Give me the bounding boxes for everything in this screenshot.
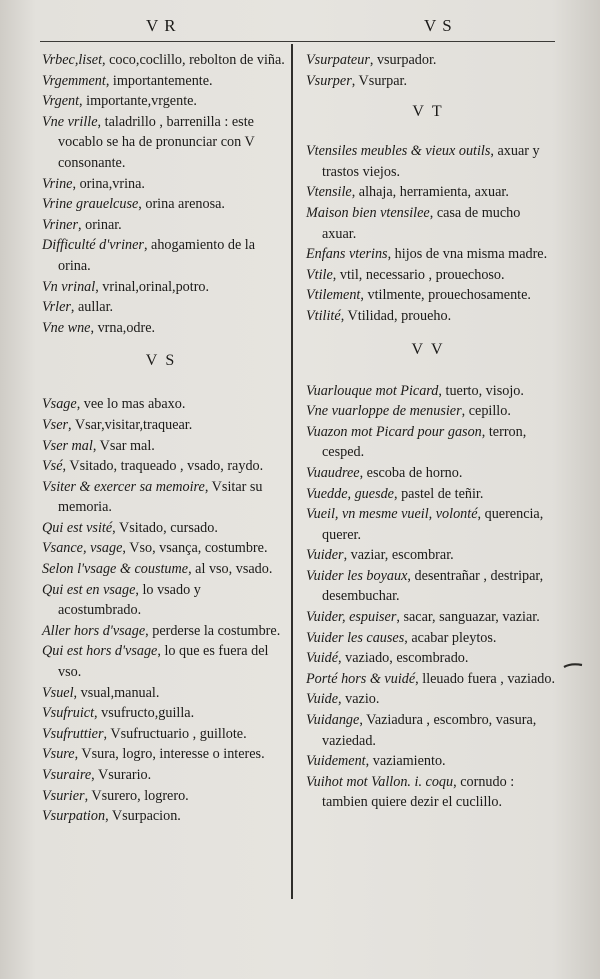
entry-headword: Vne vuarloppe de menusier [306,403,462,420]
dictionary-entry [42,621,286,642]
entries-vt [306,141,556,326]
dictionary-entry [306,689,556,710]
entry-definition: , importantemente. [105,72,213,89]
entry-headword: Vuihot mot Vallon. i. coqu [306,773,454,790]
dictionary-entry [306,244,556,265]
dictionary-entry [42,50,286,71]
entry-headword: Vrine grauelcuse [42,196,139,213]
dictionary-entry [42,786,286,807]
entry-headword: Vuide [306,691,339,708]
entry-headword: Vrgemment [42,72,106,89]
dictionary-entry [42,518,286,539]
dictionary-entry [42,91,286,112]
entry-definition: , lo que es fuera del vso. [58,643,269,681]
entry-definition: , Vaziadura , escombro, vasura, vaziedad. [322,712,537,749]
section-heading-vs: VS [145,352,183,370]
dictionary-entry [42,436,286,457]
entry-definition: , querencia, querer. [322,506,544,543]
entry-headword: Vsuraire [42,767,92,783]
entry-definition: , al vso, vsado. [188,561,273,578]
entry-definition: , orina,vrina. [72,175,145,192]
dictionary-entry [42,456,286,477]
entry-definition: , vazio. [338,691,380,708]
dictionary-entry [42,394,286,415]
entry-definition: , vsurpador. [369,52,437,68]
entry-definition: , Vsar mal. [92,437,155,454]
entry-definition: , lo vsado y acostumbrado. [58,581,201,619]
entries-vv [306,381,556,813]
entry-definition: , vsufructo,guilla. [94,705,195,722]
entry-headword: Qui est en vsage [42,581,136,598]
entry-definition: , vsual,manual. [73,684,160,701]
dictionary-entry [42,318,286,339]
entry-headword: Vtilement [306,287,361,304]
entry-definition: , Vsurpar. [351,72,408,89]
entry-headword: Vsurpateur [306,52,370,68]
entry-definition: , Vsitado, cursado. [112,519,218,536]
dictionary-entry [306,306,556,327]
dictionary-entry [42,194,286,215]
entry-headword: Vsuel [42,684,74,701]
entry-headword: Porté hors & vuidé [306,670,416,687]
right-column [306,50,556,813]
left-column [42,50,286,827]
dictionary-entry [306,203,556,244]
entry-definition: , hijos de vna misma madre. [387,246,548,263]
entry-headword: Vtensile [306,184,352,201]
entry-definition: , escoba de horno. [359,464,463,481]
dictionary-entry [42,235,286,276]
entry-definition: , axuar y trastos viejos. [322,143,540,180]
entry-headword: Vser mal [42,437,93,454]
entry-definition: , cornudo : tambien quiere dezir el cuclillo. [322,773,515,811]
entry-headword: Vsufruttier [42,725,104,742]
entry-definition: , aullar. [70,299,114,316]
entry-headword: Vuidange [306,712,360,729]
header-rule [40,41,555,42]
entry-headword: Enfans vterins [306,246,388,263]
entry-definition: , vrna,odre. [90,319,156,336]
entry-headword: Vrgent [42,93,80,110]
dictionary-entry [42,580,286,621]
margin-ink-mark [563,662,583,670]
dictionary-entry [42,215,286,236]
entry-definition: , Vsura, logro, interesse o interes. [74,746,265,763]
dictionary-entry [306,710,556,751]
dictionary-entry [42,538,286,559]
dictionary-entry [306,401,556,422]
column-divider [291,44,293,899]
dictionary-entry [42,724,286,745]
entry-definition: , importante,vrgente. [79,93,197,110]
entry-definition: , ahogamiento de la orina. [58,237,256,274]
dictionary-entry [42,641,286,682]
entry-definition: , tuerto, visojo. [438,382,524,399]
entry-definition: , Vso, vsança, costumbre. [122,540,268,557]
entry-headword: Vuidement [306,753,366,770]
entry-headword: Qui est hors d'vsage [42,643,158,660]
entry-definition: , vtilmente, prouechosamente. [360,287,531,304]
entry-definition: , sacar, sanguazar, vaziar. [396,609,540,626]
entry-headword: Vsé [42,458,63,475]
dictionary-entry [42,744,286,765]
entry-headword: Vne vrille [42,113,98,130]
entry-definition: , vee lo mas abaxo. [76,396,186,413]
entry-definition: , taladrillo , barrenilla : este vocablo se ha de pronunciar con V consonante. [58,113,255,171]
entry-headword: Vsufruict [42,705,95,722]
entry-definition: , lleuado fuera , vaziado. [415,670,555,687]
dictionary-entry [42,765,286,786]
entry-headword: Vser [42,416,69,433]
entry-definition: , Vsar,visitar,traquear. [68,416,193,433]
dictionary-entry [306,751,556,772]
entry-headword: Difficulté d'vriner [42,237,144,254]
entry-headword: Vrbec,liset [42,52,103,68]
entry-headword: Vuider, espuiser [306,609,397,626]
entry-headword: Vrine [42,175,73,192]
dictionary-entry [42,174,286,195]
entry-definition: , alhaja, herramienta, axuar. [351,184,509,201]
entry-definition: , Vsitado, traqueado , vsado, raydo. [62,458,264,475]
entry-headword: Vn vrinal [42,278,96,295]
entry-definition: , vtil, necessario , prouechoso. [332,266,505,283]
entry-definition: , vrinal,orinal,potro. [95,278,210,295]
entry-headword: Vsance, vsage [42,540,123,557]
entry-headword: Vuedde, guesde [306,485,394,502]
section-heading-vv: VV [411,340,451,358]
header-right: VS [424,16,458,35]
entry-definition: , Vsurpacion. [105,808,181,825]
entry-headword: Qui est vsité [42,519,113,536]
entry-definition: , terron, cesped. [322,423,527,461]
entry-headword: Vsure [42,746,75,763]
entry-headword: Selon l'vsage & coustume [42,561,189,578]
dictionary-entry [306,422,556,463]
entry-headword: Vuider les boyaux [306,567,408,584]
dictionary-entry [42,277,286,298]
entries-vs-continued [306,50,556,91]
dictionary-entry [42,297,286,318]
dictionary-entry [306,545,556,566]
dictionary-entry [306,381,556,402]
entry-headword: Vuider [306,547,344,564]
entry-definition: , desentrañar , destripar, desembuchar. [322,567,544,605]
dictionary-entry [42,683,286,704]
dictionary-entry [306,504,556,545]
entry-headword: Vsurper [306,72,352,89]
entry-headword: Vriner [42,216,78,233]
dictionary-entry [306,265,556,286]
dictionary-entry [306,607,556,628]
entry-definition: , vaziamiento. [365,753,446,770]
entry-definition: , Vsurario. [91,767,152,783]
dictionary-entry [306,141,556,182]
entry-definition: , Vtilidad, proueho. [340,307,452,324]
entry-definition: , vaziado, escombrado. [338,650,469,667]
entry-headword: Vtensiles meubles & vieux outils [306,143,491,160]
dictionary-entry [42,806,286,827]
entry-headword: Vuaudree [306,464,360,481]
dictionary-entry [306,628,556,649]
entry-definition: , Vsufructuario , guillote. [103,725,247,742]
dictionary-entry [306,669,556,690]
dictionary-entry [42,703,286,724]
dictionary-entry [306,463,556,484]
dictionary-entry [306,50,556,71]
entry-headword: Vne wne [42,319,91,336]
entry-headword: Maison bien vtensilee [306,204,430,221]
dictionary-entry [306,648,556,669]
entry-headword: Vuazon mot Picard pour gason [306,423,482,440]
entry-definition: , casa de mucho axuar. [322,204,521,242]
dictionary-entry [306,285,556,306]
dictionary-entry [306,484,556,505]
entry-definition: , Vsitar su memoria. [58,478,263,516]
entry-definition: , coco,coclillo, rebolton de viña. [102,52,285,68]
entries-vs [42,394,286,826]
entry-headword: Vsurier [42,787,85,804]
entries-vr [42,50,286,338]
entry-headword: Vuarlouque mot Picard [306,382,439,399]
entry-definition: , orinar. [78,216,122,233]
entry-definition: , pastel de teñir. [393,485,484,502]
entry-headword: Vrler [42,299,71,316]
entry-definition: , vaziar, escombrar. [343,547,454,564]
dictionary-entry [306,182,556,203]
dictionary-entry [306,566,556,607]
entry-definition: , orina arenosa. [138,196,225,213]
dictionary-entry [42,559,286,580]
entry-definition: , acabar pleytos. [404,629,497,646]
entry-headword: Vsage [42,396,77,413]
dictionary-entry [306,71,556,92]
entry-headword: Vsurpation [42,808,106,825]
entry-definition: , cepillo. [461,403,511,420]
entry-headword: Vtile [306,266,333,283]
entry-headword: Vueil, vn mesme vueil, volonté [306,506,478,523]
dictionary-entry [42,415,286,436]
entry-definition: , Vsurero, logrero. [84,787,189,804]
entry-headword: Vsiter & exercer sa memoire [42,478,205,495]
page-header [0,16,600,38]
entry-headword: Vuidé [306,650,339,667]
dictionary-entry [306,772,556,813]
dictionary-entry [42,71,286,92]
entry-headword: Vuider les causes [306,629,405,646]
entry-headword: Aller hors d'vsage [42,622,146,639]
entry-headword: Vtilité [306,307,341,324]
entry-definition: , perderse la costumbre. [145,622,281,639]
header-left: VR [146,16,182,35]
section-heading-vt: VT [412,103,450,121]
dictionary-entry [42,112,286,174]
dictionary-entry [42,477,286,518]
